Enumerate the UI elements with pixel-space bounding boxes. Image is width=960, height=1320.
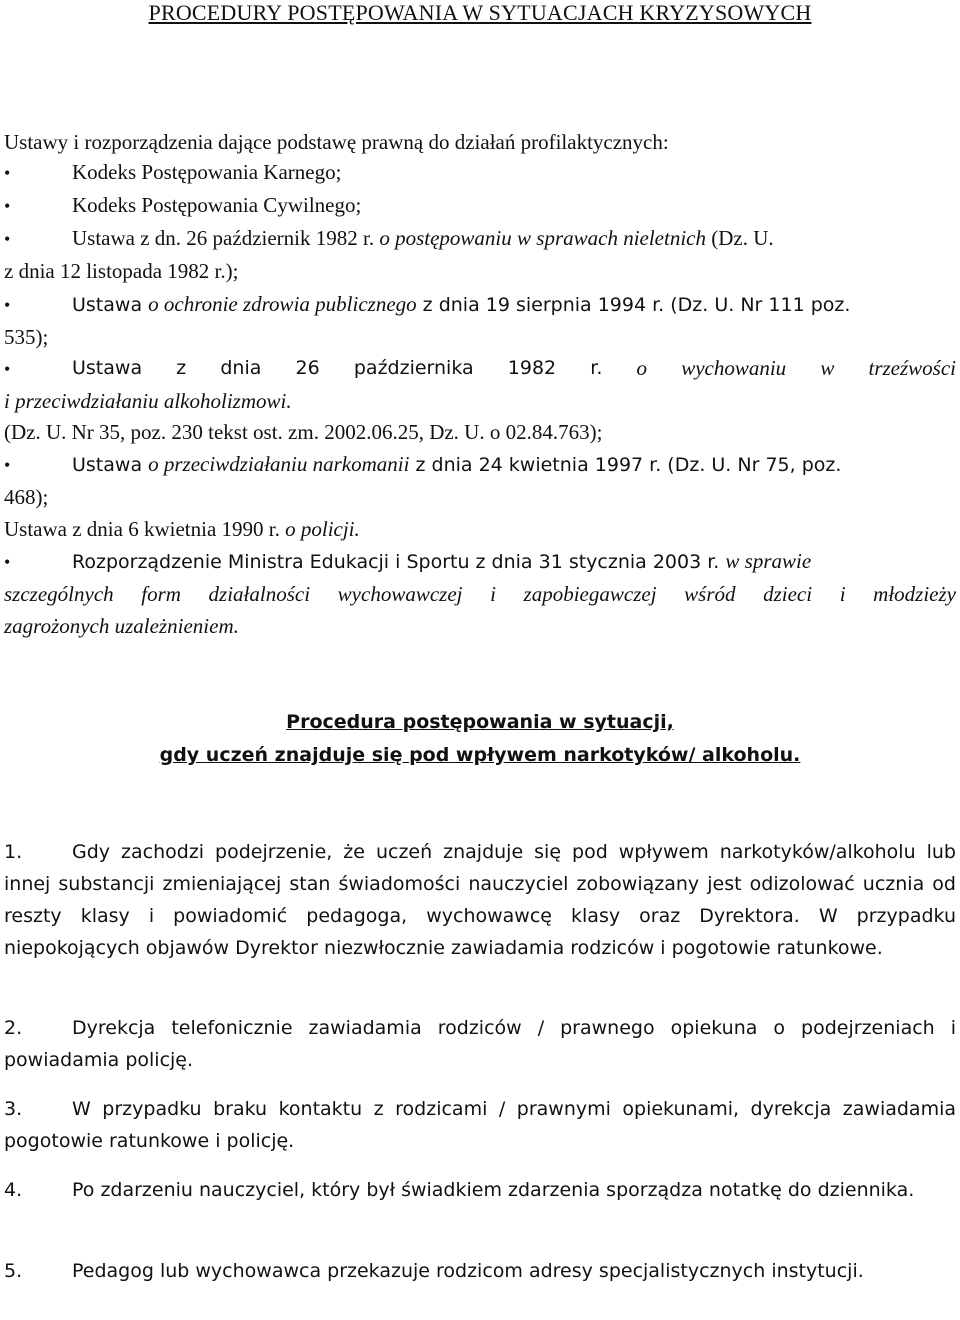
step-number: 2. [4, 1017, 23, 1039]
law-item-7-title: o policji. [285, 517, 360, 541]
law-item-5-word: dnia [220, 357, 262, 379]
law-item-8-title-word: i [490, 582, 496, 606]
law-item-8-title-word: szczególnych [4, 582, 114, 606]
law-item-8-title-end: zagrożonych uzależnieniem. [4, 614, 239, 638]
step-number: 1. [4, 841, 23, 863]
law-item-7 [4, 517, 360, 541]
bullet-icon: • [4, 552, 11, 572]
law-item-3-continued: z dnia 12 listopada 1982 r.); [4, 259, 239, 283]
law-item-5-word: z [176, 357, 187, 379]
law-item-5-title-word: w [820, 356, 835, 380]
law-item-5-word: Ustawa [72, 357, 143, 379]
procedure-heading-line-1: Procedura postępowania w sytuacji, [286, 711, 674, 733]
law-item-4 [72, 292, 850, 317]
law-item-8-title-word: działalności [208, 582, 311, 606]
law-item-4-title: o ochronie zdrowia publicznego [148, 292, 417, 316]
law-item-8-title: w sprawie [725, 549, 812, 573]
law-item-5-word: 1982 [507, 357, 557, 379]
law-item-4-continued: 535); [4, 325, 49, 349]
law-item-5-title-word: wychowaniu [681, 356, 787, 380]
law-item-4-source: z dnia 19 sierpnia 1994 r. (Dz. U. Nr 111 poz. [416, 294, 851, 316]
procedure-step-4 [4, 1174, 956, 1206]
law-item-8-title-word: zapobiegawczej [523, 582, 657, 606]
law-item-1: Kodeks Postępowania Karnego; [72, 160, 342, 184]
law-item-3 [72, 226, 774, 250]
step-text: Dyrekcja telefonicznie zawiadamia rodziców / prawnego opiekuna o podejrzeniach i powiadamia policję. [4, 1017, 956, 1071]
law-item-6-text: Ustawa [72, 454, 149, 476]
bullet-icon: • [4, 196, 11, 216]
page-title: PROCEDURY POSTĘPOWANIA W SYTUACJACH KRYZYSOWYCH [148, 0, 812, 25]
law-item-6-title: o przeciwdziałaniu narkomanii [148, 452, 410, 476]
law-item-6-continued: 468); [4, 485, 49, 509]
bullet-icon: • [4, 359, 11, 379]
law-item-6-source: z dnia 24 kwietnia 1997 r. (Dz. U. Nr 75, poz. [409, 454, 842, 476]
law-item-8 [72, 549, 811, 574]
law-item-5-title-continued: i przeciwdziałaniu alkoholizmowi. [4, 389, 292, 413]
law-item-8-title-word: młodzieży [873, 582, 956, 606]
law-item-5-title-word: o [636, 356, 648, 380]
law-item-5-word: 26 [295, 357, 320, 379]
procedure-step-2 [4, 1012, 956, 1076]
law-item-5-word: października [353, 357, 474, 379]
step-number: 5. [4, 1260, 23, 1282]
law-item-8-title-word: wychowawczej [337, 582, 463, 606]
law-item-8-title-word: wśród [684, 582, 736, 606]
law-item-3-title: o postępowaniu w sprawach nieletnich [379, 226, 706, 250]
step-number: 3. [4, 1098, 23, 1120]
law-item-8-title-word: form [141, 582, 181, 606]
law-item-5 [72, 356, 956, 380]
procedure-step-3 [4, 1093, 956, 1157]
step-text: Po zdarzeniu nauczyciel, który był świadkiem zdarzenia sporządza notatkę do dziennika. [72, 1179, 915, 1201]
bullet-icon: • [4, 295, 11, 315]
law-item-3-text: Ustawa z dn. 26 październik 1982 r. [72, 226, 380, 250]
law-item-7-text: Ustawa z dnia 6 kwietnia 1990 r. [4, 517, 286, 541]
step-number: 4. [4, 1179, 23, 1201]
procedure-heading-line-2: gdy uczeń znajduje się pod wpływem narkotyków/ alkoholu. [159, 744, 801, 766]
step-text: W przypadku braku kontaktu z rodzicami / prawnymi opiekunami, dyrekcja zawiadamia pogotowie ratunkowe i policję. [4, 1098, 956, 1152]
step-text: Gdy zachodzi podejrzenie, że uczeń znajduje się pod wpływem narkotyków/alkoholu lub innej substancji zmieniającej stan świadomości nauczyciel zobowiązany jest odizolować ucznia od reszty klasy i powiadomić pedagoga, wychowawcę klasy oraz Dyrektora. W przypadku niepokojących objawów Dyrektor niezwłocznie zawiadamia rodziców i pogotowie ratunkowe. [4, 841, 956, 959]
law-item-2: Kodeks Postępowania Cywilnego; [72, 193, 362, 217]
procedure-step-1 [4, 836, 956, 964]
bullet-icon: • [4, 455, 11, 475]
bullet-icon: • [4, 163, 11, 183]
intro-text: Ustawy i rozporządzenia dające podstawę prawną do działań profilaktycznych: [4, 130, 669, 154]
law-item-8-title-word: dzieci [763, 582, 813, 606]
step-text: Pedagog lub wychowawca przekazuje rodzicom adresy specjalistycznych instytucji. [72, 1260, 864, 1282]
law-item-5-word: r. [590, 357, 603, 379]
law-item-4-text: Ustawa [72, 294, 149, 316]
law-item-5-source: (Dz. U. Nr 35, poz. 230 tekst ost. zm. 2002.06.25, Dz. U. o 02.84.763); [4, 420, 603, 444]
law-item-8-title-word: i [839, 582, 846, 606]
bullet-icon: • [4, 229, 11, 249]
procedure-step-5 [4, 1255, 956, 1287]
law-item-6 [72, 452, 841, 477]
law-item-8-text: Rozporządzenie Ministra Edukacji i Sportu z dnia 31 stycznia 2003 r. [72, 551, 726, 573]
law-item-5-title-word: trzeźwości [868, 356, 956, 380]
law-item-8-title-continued [4, 582, 956, 606]
law-item-3-source: (Dz. U. [706, 226, 774, 250]
